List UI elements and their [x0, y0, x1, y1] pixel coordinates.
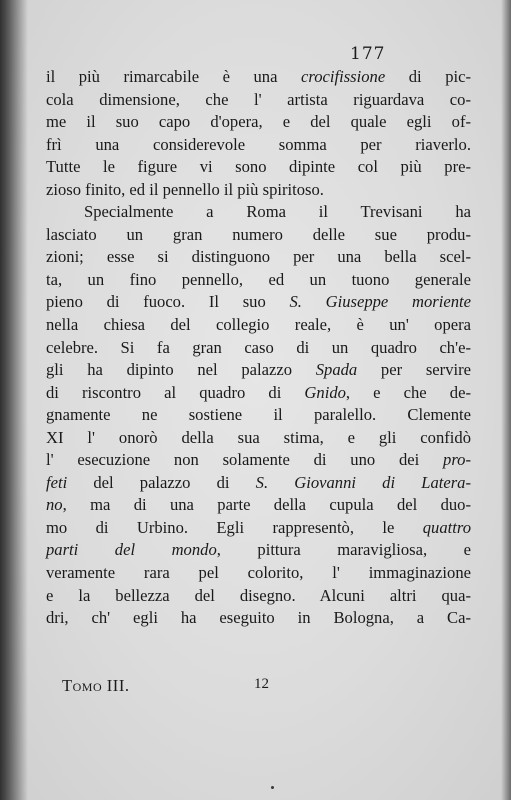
text-span: mo di Urbino. Egli rappresentò, le	[46, 517, 423, 537]
text-line	[46, 404, 471, 427]
text-span: l' esecuzione non solamente di uno dei	[46, 450, 444, 470]
text-span: dri, ch' egli ha eseguito in Bologna, a Ca-	[46, 608, 471, 628]
text-span: , e che de-	[345, 382, 471, 402]
text-line	[46, 494, 471, 517]
text-line	[46, 337, 471, 360]
text-span: XI l' onorò della sua stima, e gli confidò	[46, 427, 471, 447]
text-line	[46, 156, 471, 179]
text-line	[46, 291, 471, 314]
italic-text: crocifissione	[301, 67, 386, 86]
text-line	[46, 66, 471, 89]
text-span: celebre. Si fa gran caso di un quadro ch'e-	[46, 337, 471, 357]
text-span: , pittura maravigliosa, e	[216, 540, 471, 560]
text-line	[46, 179, 471, 202]
text-line	[46, 224, 471, 247]
text-line	[46, 585, 471, 608]
text-span: zioso finito, ed il pennello il più spiritoso.	[46, 179, 324, 199]
italic-text: Gnido	[304, 382, 346, 402]
text-span: veramente rara pel colorito, l' immaginazione	[46, 563, 471, 583]
body-text	[46, 66, 471, 630]
text-line	[46, 269, 471, 292]
text-line	[46, 134, 471, 157]
text-line	[46, 607, 471, 630]
text-line	[46, 449, 471, 472]
italic-text: feti	[46, 472, 68, 492]
text-span: il più rimarcabile è una	[46, 67, 302, 86]
text-span: frì una considerevole somma per riaverlo.	[46, 134, 471, 154]
text-line	[46, 201, 471, 224]
text-line	[46, 472, 471, 495]
volume-signature: Tomo III.	[62, 676, 130, 695]
text-span: di pic-	[385, 67, 471, 86]
text-line	[46, 539, 471, 562]
text-line	[46, 427, 471, 450]
italic-text: pro-	[443, 450, 471, 470]
text-line	[46, 359, 471, 382]
italic-text: Spada	[315, 360, 358, 380]
text-span: ta, un fino pennello, ed un tuono generale	[46, 269, 471, 289]
page-number: 177	[350, 44, 386, 64]
text-line	[46, 89, 471, 112]
text-span: Tutte le figure vi sono dipinte col più pre-	[46, 157, 471, 177]
text-span: zioni; esse si distinguono per una bella scel-	[46, 247, 471, 267]
italic-text: S. Giovanni di Latera-	[255, 472, 471, 492]
text-line	[46, 246, 471, 269]
text-span: e la bellezza del disegno. Alcuni altri qua-	[46, 585, 471, 605]
text-line	[46, 382, 471, 405]
text-span: , ma di una parte della cupula del duo-	[62, 495, 471, 515]
text-span: me il suo capo d'opera, e del quale egli of-	[46, 112, 471, 132]
binding-shadow	[0, 0, 28, 800]
italic-text: S. Giuseppe moriente	[289, 292, 471, 312]
text-line	[46, 562, 471, 585]
text-span: per servire	[357, 360, 471, 380]
italic-text: no	[46, 495, 63, 515]
sheet-signature: 12	[254, 676, 269, 692]
text-span: lasciato un gran numero delle sue produ-	[46, 224, 471, 244]
text-span: di riscontro al quadro di	[46, 382, 305, 402]
italic-text: quattro	[422, 517, 471, 537]
italic-text: parti del mondo	[46, 540, 217, 560]
page-edge-shadow	[501, 0, 511, 800]
text-span: gli ha dipinto nel palazzo	[46, 360, 316, 380]
text-line	[46, 314, 471, 337]
text-span: Specialmente a Roma il Trevisani ha	[84, 202, 471, 222]
text-line	[46, 517, 471, 540]
text-span: gnamente ne sostiene il paralello. Clemente	[46, 405, 471, 425]
text-span: pieno di fuoco. Il suo	[46, 292, 290, 312]
text-line	[46, 111, 471, 134]
text-span: del palazzo di	[67, 472, 256, 492]
text-span: cola dimensione, che l' artista riguardava co-	[46, 89, 471, 109]
text-span: nella chiesa del collegio reale, è un' opera	[46, 315, 471, 335]
ink-speck	[271, 786, 274, 789]
